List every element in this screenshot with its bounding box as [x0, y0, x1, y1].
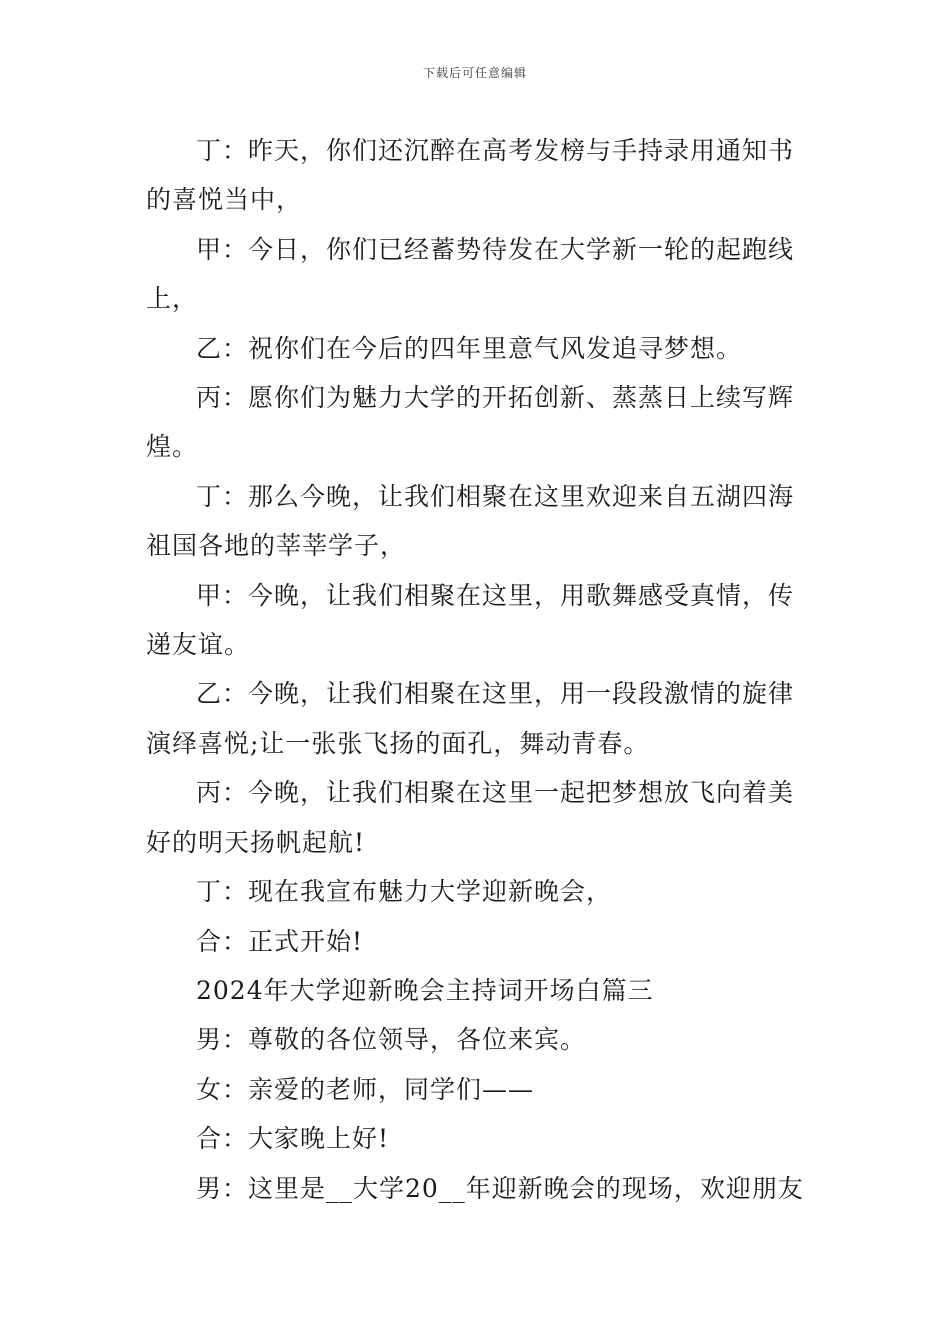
- section-heading: 2024年大学迎新晚会主持词开场白篇三: [196, 975, 654, 1005]
- paragraph-9: 丁：现在我宣布魅力大学迎新晚会，: [196, 877, 613, 907]
- paragraph-10: 合：正式开始!: [196, 926, 364, 956]
- page-header: 下载后可任意编辑: [422, 66, 527, 80]
- paragraph-12: 男：尊敬的各位领导，各位来宾。: [196, 1025, 587, 1055]
- paragraph-5: 丁：那么今晚，让我们相聚在这里欢迎来自五湖四海祖国各地的莘莘学子，: [146, 481, 795, 561]
- document-body: [146, 126, 810, 1213]
- paragraph-13: 女：亲爱的老师，同学们——: [196, 1074, 535, 1104]
- paragraph-1: 丁：昨天，你们还沉醉在高考发榜与手持录用通知书的喜悦当中，: [146, 136, 795, 215]
- paragraph-14: 合：大家晚上好!: [196, 1124, 390, 1154]
- paragraph-7: 乙：今晚，让我们相聚在这里，用一段段激情的旋律演绎喜悦;让一张张飞扬的面孔，舞动青春。: [146, 679, 795, 758]
- paragraph-3: 乙：祝你们在今后的四年里意气风发追寻梦想。: [196, 333, 743, 363]
- paragraph-15: 男：这里是__大学20__年迎新晚会的现场，欢迎朋友: [196, 1173, 804, 1203]
- paragraph-2: 甲：今日，你们已经蓄势待发在大学新一轮的起跑线上，: [146, 234, 795, 314]
- paragraph-4: 丙：愿你们为魅力大学的开拓创新、蒸蒸日上续写辉煌。: [146, 383, 795, 462]
- paragraph-6: 甲：今晚，让我们相聚在这里，用歌舞感受真情，传递友谊。: [146, 580, 795, 660]
- paragraph-8: 丙：今晚，让我们相聚在这里一起把梦想放飞向着美好的明天扬帆起航!: [146, 778, 795, 857]
